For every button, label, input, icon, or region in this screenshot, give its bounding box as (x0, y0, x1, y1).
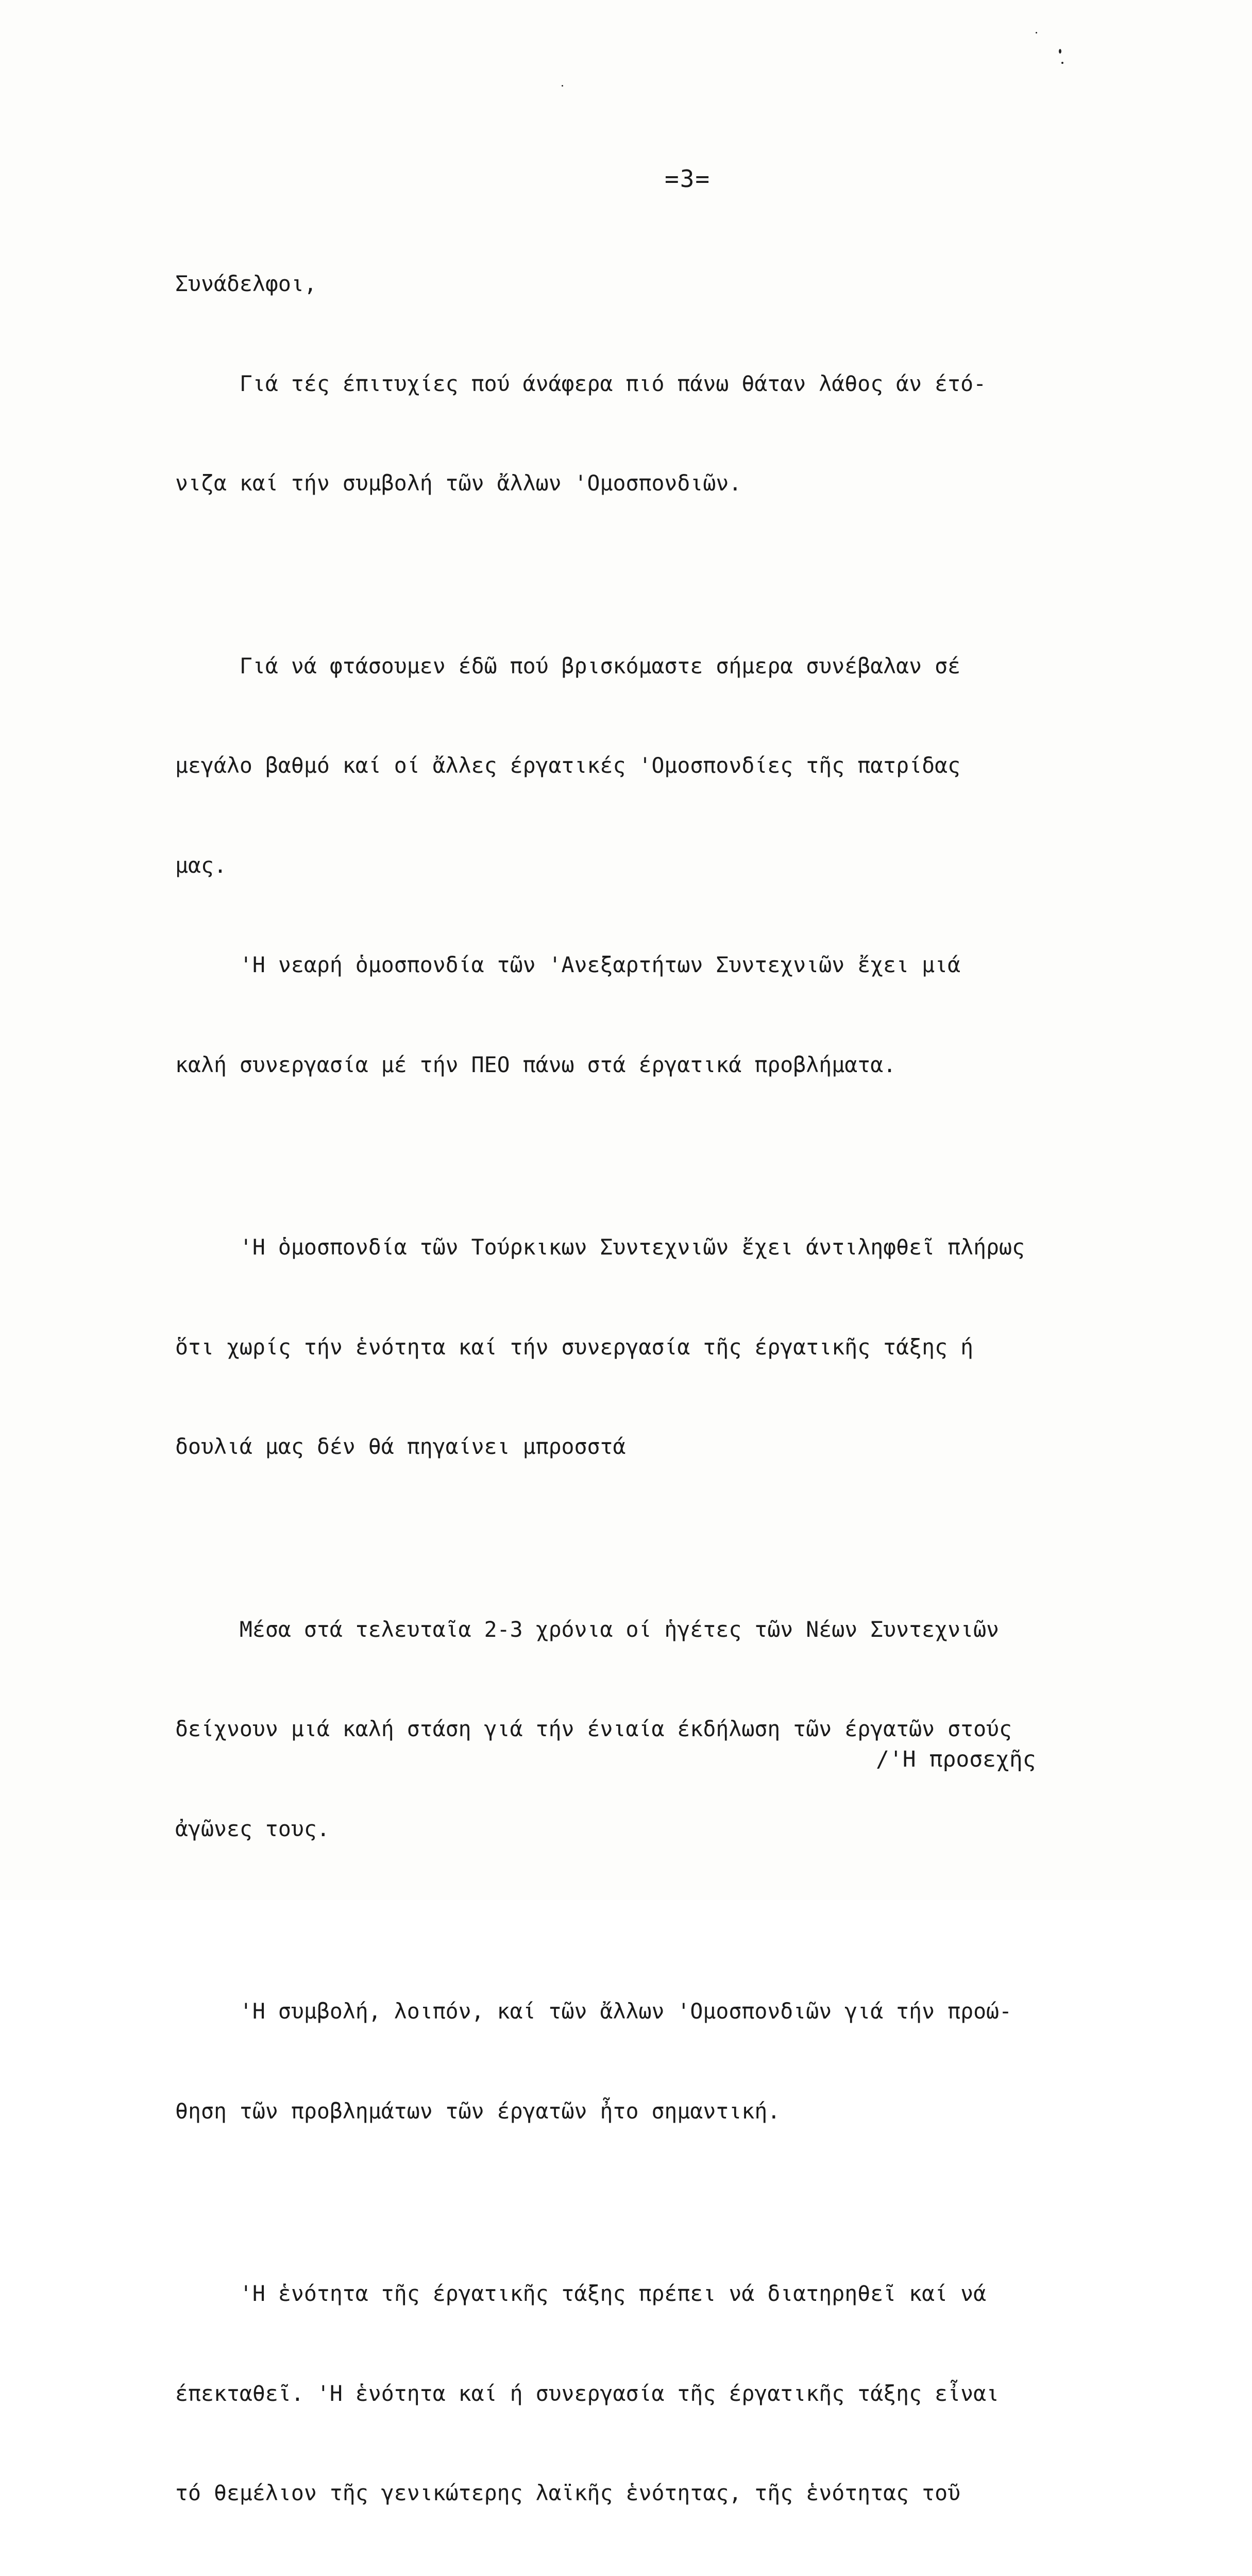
text-line: Μέσα στά τελευταῖα 2-3 χρόνια οί ἡγέτες τῶν Νέων Συντεχνιῶν (175, 1616, 1000, 1642)
paragraph (175, 1547, 1237, 1912)
paragraph (175, 201, 1237, 567)
signature-line: /'Η προσεχῆς (876, 1747, 1036, 1772)
paragraph (175, 583, 1237, 1148)
text-line: θηση τῶν προβλημάτων τῶν έργατῶν ἦτο σημαντική. (175, 2098, 781, 2124)
text-line: 'Η νεαρή ὁμοσπονδία τῶν 'Ανεξαρτήτων Συντεχνιῶν ἔχει μιά (175, 952, 961, 977)
text-line: δείχνουν μιά καλή στάση γιά τήν ένιαία έκδήλωση τῶν έργατῶν στούς (175, 1716, 1012, 1741)
text-line: νιζα καί τήν συμβολή τῶν ἄλλων 'Ομοσπονδιῶν. (175, 470, 742, 496)
text-line: ἀγῶνες τους. (175, 1816, 330, 1841)
text-line: καλή συνεργασία μέ τήν ΠΕΟ πάνω στά έργατικά προβλήματα. (175, 1052, 896, 1077)
scan-speck (1061, 62, 1063, 64)
paragraph (175, 1928, 1237, 2194)
text-line: μας. (175, 852, 227, 878)
scan-speck (1036, 32, 1037, 33)
text-line: Συνάδελφοι, (175, 271, 317, 296)
text-line: 'Η συμβολή, λοιπόν, καί τῶν ἄλλων 'Ομοσπονδιῶν γιά τήν προώ- (175, 1998, 1012, 2024)
text-line: Γιά τές έπιτυχίες πού άνάφερα πιό πάνω θάταν λάθος άν έτό- (175, 370, 987, 396)
text-line: τό θεμέλιον τῆς γενικώτερης λαϊκῆς ἑνότητας, τῆς ἑνότητας τοῦ (175, 2480, 961, 2505)
text-line: μεγάλο βαθμό καί οί ἄλλες έργατικές 'Ομοσπονδίες τῆς πατρίδας (175, 753, 961, 778)
paragraph (175, 2211, 1237, 2576)
text-line: ὅτι χωρίς τήν ἑνότητα καί τήν συνεργασία τῆς έργατικῆς τάξης ή (175, 1334, 974, 1360)
text-line: έπεκταθεῖ. 'Η ἑνότητα καί ή συνεργασία τῆς έργατικῆς τάξης εἶναι (175, 2380, 1000, 2406)
text-line: δουλιά μας δέν θά πηγαίνει μπροσστά (175, 1434, 626, 1459)
page-number: =3= (665, 165, 711, 193)
text-line: 'Η ὁμοσπονδία τῶν Τούρκικων Συντεχνιῶν ἔχει άντιληφθεῖ πλήρως (175, 1234, 1025, 1260)
body-text (175, 201, 1237, 2576)
scan-speck (562, 85, 563, 87)
text-line: Γιά νά φτάσουμεν έδῶ πού βρισκόμαστε σήμερα συνέβαλαν σέ (175, 653, 961, 679)
scan-speck (1059, 49, 1061, 54)
text-line: 'Η ἑνότητα τῆς έργατικῆς τάξης πρέπει νά διατηρηθεῖ καί νά (175, 2281, 987, 2306)
paragraph (175, 1164, 1237, 1530)
